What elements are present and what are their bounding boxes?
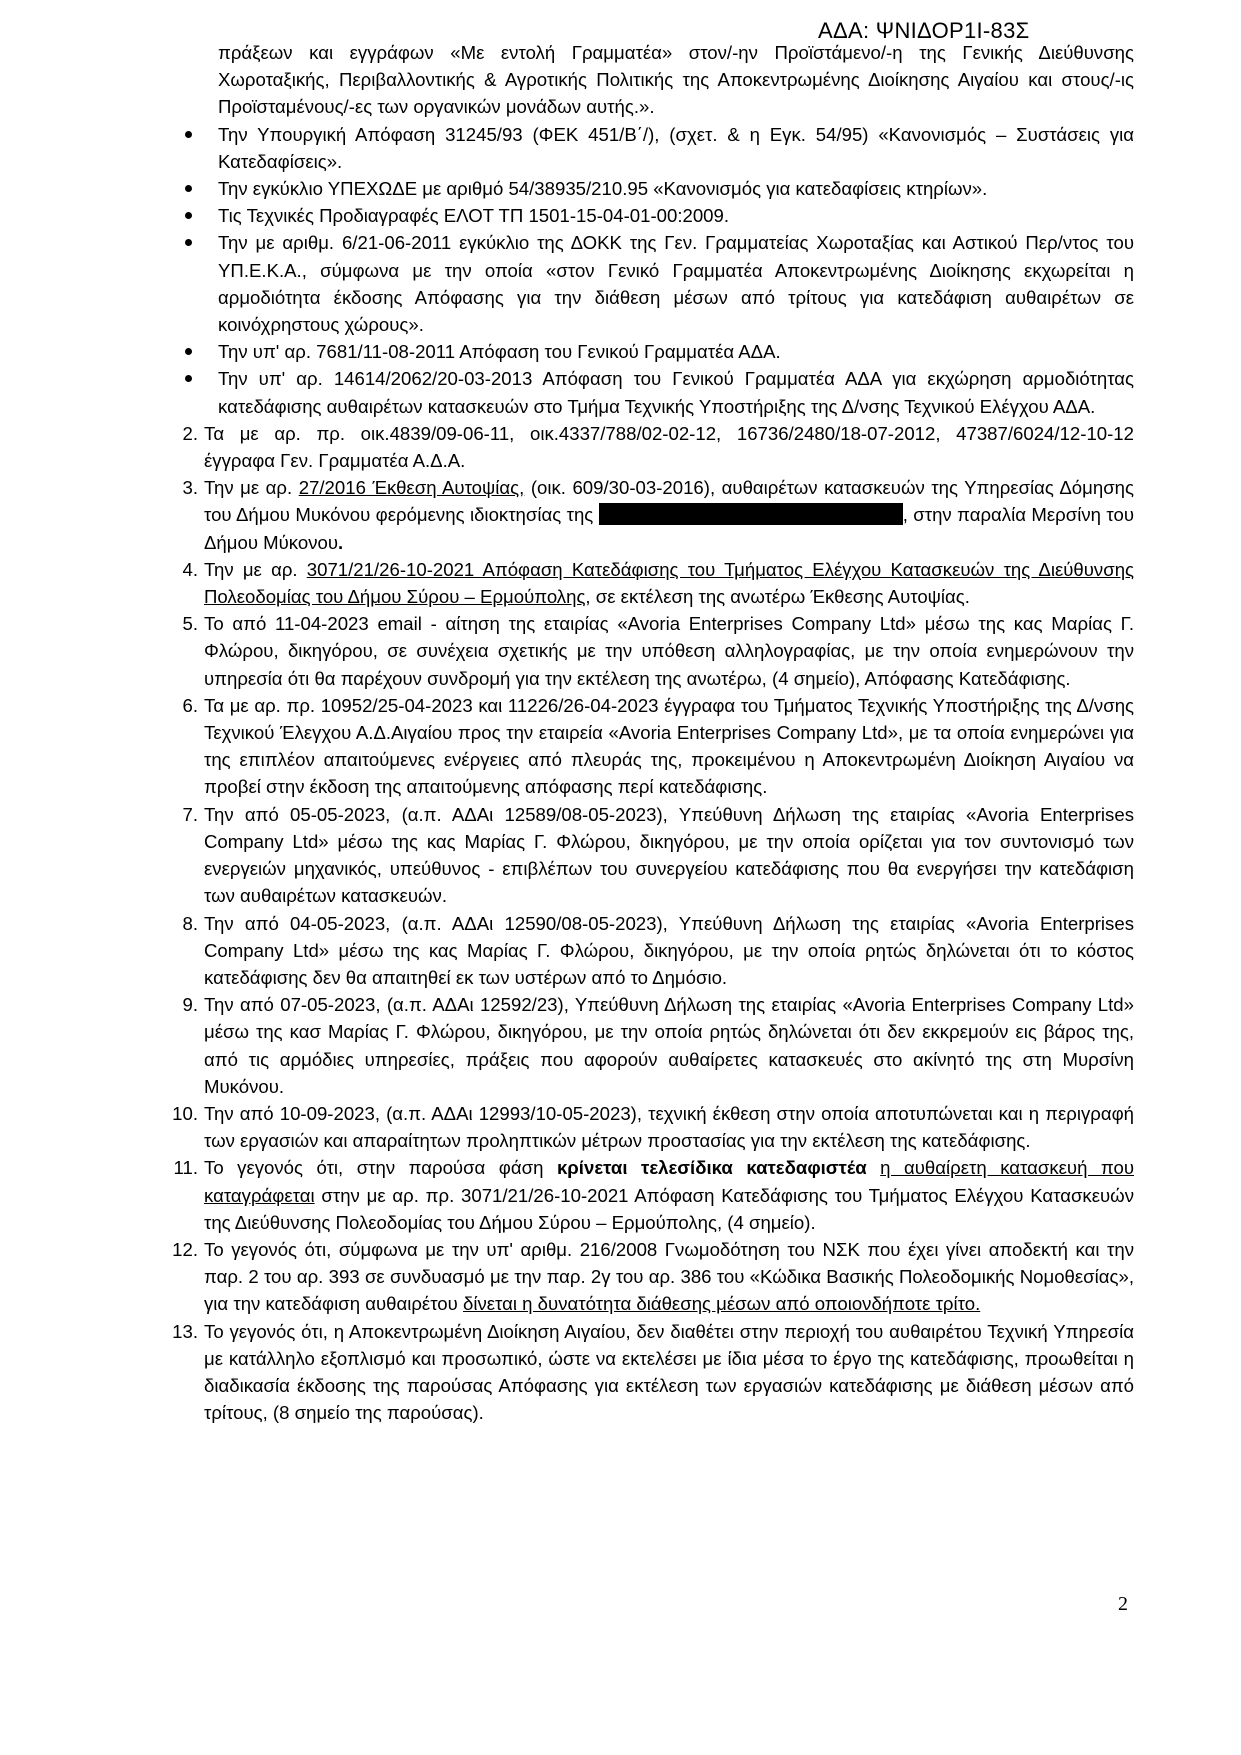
numbered-item [172,1100,1134,1154]
numbered-item [182,556,1134,610]
bullet-text: Την Υπουργική Απόφαση 31245/93 (ΦΕΚ 451/Β΄/), (σχετ. & η Εγκ. 54/95) «Κανονισμός – Συστάσεις για Κατεδαφίσεις». [218,123,1134,172]
numbered-item [182,610,1134,692]
numbered-item [172,1318,1134,1427]
item-text: Την από 05-05-2023, (α.π. ΑΔΑι 12589/08-05-2023), Υπεύθυνη Δήλωση της εταιρίας «Avoria Enterprises Company Ltd» μέσω της κας Μαρίας Γ. Φλώρου, δικηγόρου, με την οποία ορίζεται για τον συντονισμό των ενεργειών μηχανικός, υπεύθυνος - επιβλέπων του συνεργείου κατεδάφισης που θα ενεργήσει την κατεδάφιση των αυθαιρέτων κατασκευών. [204,803,1134,907]
item-number: 9. [182,994,198,1016]
document-body [0,39,1241,1426]
item-text: Την από 07-05-2023, (α.π. ΑΔΑι 12592/23), Υπεύθυνη Δήλωση της εταιρίας «Avoria Enterprises Company Ltd» μέσω της κασ Μαρίας Γ. Φλώρου, δικηγόρου, με την οποία ρητώς δηλώνεται ότι δεν εκκρεμούν εις βάρος της, από τις αρμόδιες υπηρεσίες, πράξεις που αφορούν αυθαίρετες κατασκευές στο ακίνητό της στη Μυρσίνη Μυκόνου. [204,994,1134,1097]
numbered-item [182,420,1134,474]
item-text [867,1157,881,1178]
bullet-item [218,365,1134,419]
item-text: Την με αρ. [204,558,307,580]
item-text: Το γεγονός ότι, σύμφωνα με την υπ' αριθμ. 216/2008 Γνωμοδότηση του ΝΣΚ που έχει γίνει αποδεκτή και την παρ. 2 του αρ. 393 σε συνδυασμό με την παρ. 2γ του αρ. 386 του «Κώδικα Βασικής Πολεοδομικής Νομοθεσίας», για την κατεδάφιση αυθαιρέτου [204,1238,1134,1315]
item-number: 4. [182,558,198,580]
bullet-dot-icon [185,131,192,138]
item-text: Το γεγονός ότι, η Αποκεντρωμένη Διοίκηση Αιγαίου, δεν διαθέτει στην περιοχή του αυθαιρέτου Τεχνική Υπηρεσία με κατάλληλο εξοπλισμό και προσωπικό, ώστε να εκτελέσει με ίδια μέσα το έργο της κατεδάφισης, προωθείται η διαδικασία έκδοσης της παρούσας Απόφασης για εκτέλεση των εργασιών κατεδάφισης με διάθεση μέσων από τρίτους, (8 σημείο της παρούσας). [204,1320,1134,1424]
item-text: , στην παραλία Μερσίνη του Δήμου Μύκονου [204,504,1134,553]
item-text: 27/2016 Έκθεση Αυτοψίας, [298,477,525,499]
item-number: 12. [172,1238,198,1260]
numbered-item [172,1236,1134,1318]
item-text: Τα με αρ. πρ. οικ.4839/09-06-11, οικ.4337/788/02-02-12, 16736/2480/18-07-2012, 47387/6024/12-10-12 έγγραφα Γεν. Γραμματέα Α.Δ.Α. [204,422,1134,472]
item-text: . [338,531,344,553]
item-text: Το από 11-04-2023 email - αίτηση της εταιρίας «Avoria Enterprises Company Ltd» μέσω της κας Μαρίας Γ. Φλώρου, δικηγόρου, σε συνέχεια σχετικής με την υπόθεση αλληλογραφίας, με την οποία ενημερώνουν την υπηρεσία ότι θα παρέχουν συνδρομή για την εκτέλεση της ανωτέρω, (4 σημείο), Απόφασης Κατεδάφισης. [204,613,1134,689]
item-number: 2. [182,422,198,444]
item-text: Την με αρ. [204,477,299,499]
bullet-dot-icon [185,185,192,192]
item-text: Τα με αρ. πρ. 10952/25-04-2023 και 11226/26-04-2023 έγγραφα του Τμήματος Τεχνικής Υποστήριξης της Δ/νσης Τεχνικού Έλεγχου Α.Δ.Αιγαίου προς την εταιρεία «Avoria Enterprises Company Ltd», με τα οποία ενημερώνει για της επιπλέον απαιτούμενες ενέργειες από πλευράς της, προκειμένου η Αποκεντρωμένη Διοίκηση Αιγαίου να προβεί στην έκδοση της απαιτούμενης απόφασης περί κατεδάφισης. [204,694,1134,798]
item-number: 6. [182,694,198,716]
redaction-block [599,503,841,525]
item-text: η αυθαίρετη κατασκευή που καταγράφεται [204,1157,1134,1206]
item-text: (οικ. 609/30-03-2016), αυθαιρέτων κατασκευών της Υπηρεσίας Δόμησης του Δήμου Μυκόνου φερόμενης ιδιοκτησίας της [204,477,1134,526]
item-text: στην με αρ. πρ. 3071/21/26-10-2021 Απόφαση Κατεδάφισης του Τμήματος Ελέγχου Κατασκευών της Διεύθυνσης Πολεοδομίας του Δήμου Σύρου – Ερμούπολης, (4 σημείο). [204,1184,1134,1233]
numbered-item [182,910,1134,992]
item-text: , σε εκτέλεση της ανωτέρω Έκθεσης Αυτοψίας. [585,586,970,608]
bullet-item [218,229,1134,338]
bullet-text: Την υπ' αρ. 7681/11-08-2011 Απόφαση του Γενικού Γραμματέα ΑΔΑ. [218,341,781,363]
item-text: 3071/21/26-10-2021 Απόφαση Κατεδάφισης του Τμήματος Ελέγχου Κατασκευών της Διεύθυνσης Πολεοδομίας του Δήμου Σύρου – Ερμούπολης [204,558,1134,608]
bullet-item [218,338,1134,365]
bullet-dot-icon [185,239,192,246]
numbered-list [0,420,1241,1427]
item-text: Την από 04-05-2023, (α.π. ΑΔΑι 12590/08-05-2023), Υπεύθυνη Δήλωση της εταιρίας «Avoria Enterprises Company Ltd» μέσω της κας Μαρίας Γ. Φλώρου, δικηγόρου, με την οποία ρητώς δηλώνεται ότι το κόστος κατεδάφισης δεν θα απαιτηθεί εκ των υστέρων από το Δημόσιο. [204,912,1134,988]
numbered-item [182,801,1134,910]
bullet-text: Την εγκύκλιο ΥΠΕΧΩΔΕ με αριθμό 54/38935/210.95 «Κανονισμός για κατεδαφίσεις κτηρίων». [218,178,988,200]
item-number: 11. [173,1157,198,1179]
redaction-block [841,503,903,525]
item-text: Την από 10-09-2023, (α.π. ΑΔΑι 12993/10-05-2023), τεχνική έκθεση στην οποία αποτυπώνεται και η περιγραφή των εργασιών και απαραίτητων προληπτικών μέτρων προστασίας για την εκτέλεση της κατεδάφισης. [204,1102,1134,1152]
item-text: κρίνεται τελεσίδικα κατεδαφιστέα [556,1157,867,1179]
bullet-text: Τις Τεχνικές Προδιαγραφές ΕΛΟΤ ΤΠ 1501-15-04-01-00:2009. [218,205,730,227]
item-number: 5. [182,613,198,635]
numbered-item [182,991,1134,1100]
item-text: Το γεγονός ότι, στην παρούσα φάση [204,1157,557,1179]
bullet-item [218,175,1134,202]
numbered-item [173,1154,1134,1236]
bullet-text: Την με αριθμ. 6/21-06-2011 εγκύκλιο της ΔΟΚΚ της Γεν. Γραμματείας Χωροταξίας και Αστικού Περ/ντος του ΥΠ.Ε.Κ.Α., σύμφωνα με την οποία «στον Γενικό Γραμματέα Αποκεντρωμένης Διοίκησης εκχωρείται η αρμοδιότητα έκδοσης Απόφασης για την διάθεση μέσων από τρίτους για κατεδάφιση αυθαιρέτων σε κοινόχρηστους χώρους». [218,232,1134,336]
item-number: 3. [182,477,198,499]
item-text: δίνεται η δυνατότητα διάθεσης μέσων από οποιονδήποτε τρίτο. [462,1293,981,1315]
bullet-dot-icon [185,375,192,382]
item-number: 13. [172,1320,198,1342]
numbered-item [182,692,1134,801]
ada-code: ΑΔΑ: ΨΝΙΔΟΡ1Ι-83Σ [818,18,1030,43]
bullet-dot-icon [185,348,192,355]
continuation-paragraph: πράξεων και εγγράφων «Με εντολή Γραμματέα» στον/-ην Προϊστάμενο/-η της Γενικής Διεύθυνσης Χωροταξικής, Περιβαλλοντικής & Αγροτικής Πολιτικής της Αποκεντρωμένης Διοίκησης Αιγαίου και στους/-ις Προϊσταμένους/-ες των οργανικών μονάδων αυτής.». [218,42,1134,118]
bullet-item [218,121,1134,175]
bullet-dot-icon [185,212,192,219]
item-number: 10. [172,1102,198,1124]
page-number: 2 [1118,1593,1128,1615]
item-number: 8. [182,912,198,934]
item-number: 7. [182,803,198,825]
bullet-item [218,202,1134,229]
numbered-item [182,474,1134,556]
bullet-list [0,121,1241,420]
bullet-text: Την υπ' αρ. 14614/2062/20-03-2013 Απόφαση του Γενικού Γραμματέα ΑΔΑ για εκχώρηση αρμοδιότητας κατεδάφισης αυθαιρέτων κατασκευών στο Τμήμα Τεχνικής Υποστήριξης της Δ/νσης Τεχνικού Ελέγχου ΑΔΑ. [218,368,1134,417]
